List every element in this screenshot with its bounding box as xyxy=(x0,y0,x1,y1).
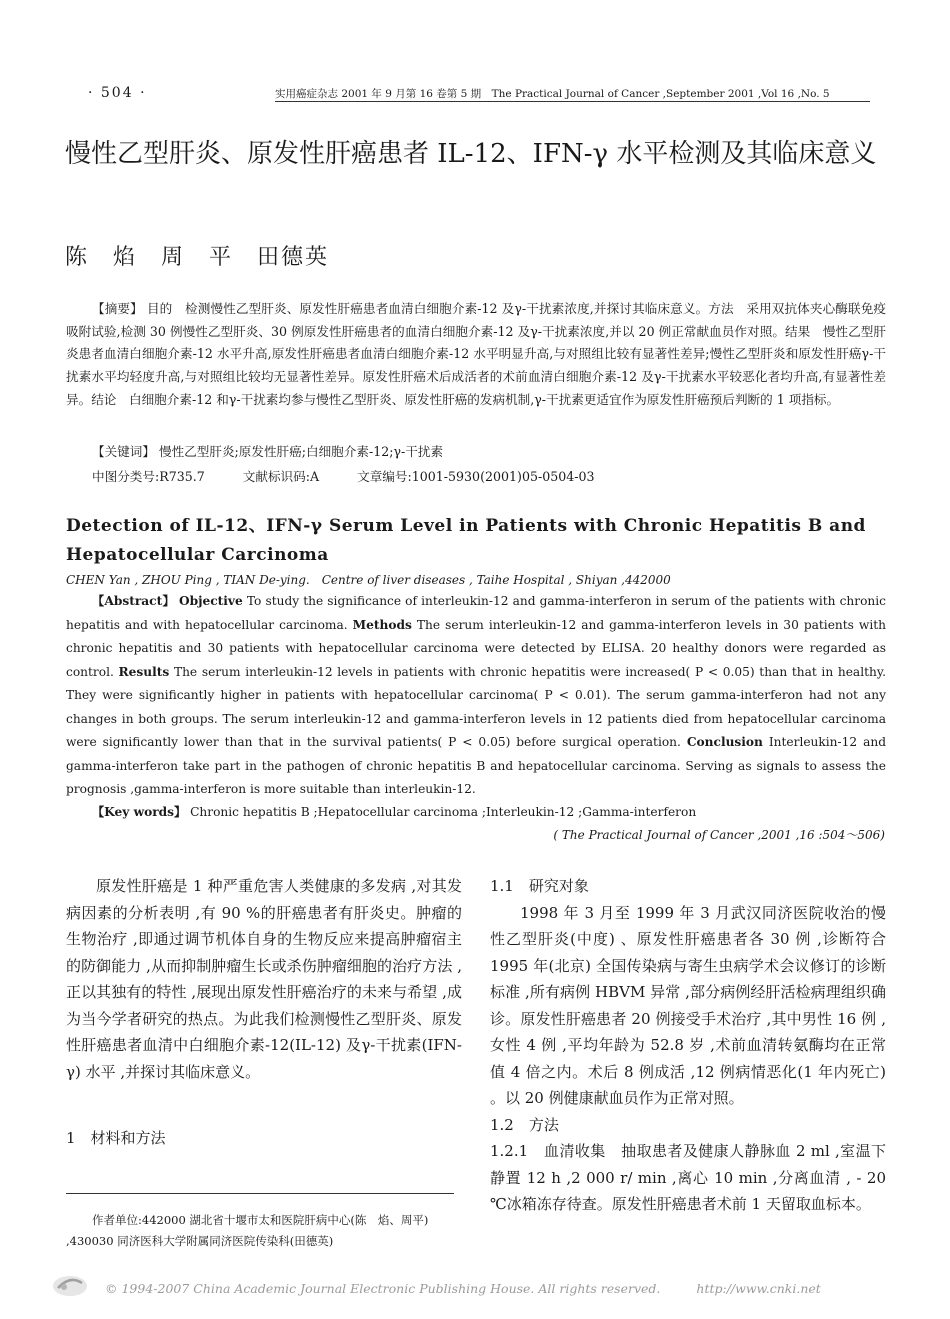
abstract-cn-label: 【摘要】 xyxy=(92,301,143,316)
subjects-paragraph: 1998 年 3 月至 1999 年 3 月武汉同济医院收治的慢性乙型肝炎(中度) 、原发性肝癌患者各 30 例 ,诊断符合 1995 年(北京) 全国传染病与寄生虫病学术会议修订的诊断标准 ,所有病例 HBVM 异常 ,部分病例经肝活检病理组织确诊。原发性肝癌患者 20 例接受手术治疗 ,其中男性 16 例 ,女性 4 例 ,平均年龄为 52.8 岁 ,术前血清转氨酶均在正常值 4 倍之内。术后 8 例成活 ,12 例病情恶化(1 年内死亡) 。以 20 例健康献血员作为正常对照。 xyxy=(490,903,886,1107)
section-heading-1-1: 1.1 研究对象 xyxy=(490,877,589,895)
cnki-url[interactable]: http://www.cnki.net xyxy=(696,1281,821,1296)
article-number: 文章编号:1001-5930(2001)05-0504-03 xyxy=(357,469,595,484)
authors-cn: 陈 焰 周 平 田德英 xyxy=(65,245,330,270)
keywords-cn xyxy=(92,441,443,460)
running-head: 实用癌症杂志 2001 年 9 月第 16 卷第 5 期 The Practical Journal of Cancer ,September 2001 ,Vol 16 ,No. 5 xyxy=(275,88,830,100)
body-right-column xyxy=(490,873,886,1218)
conclusion-label: Conclusion xyxy=(686,735,763,749)
abstract-cn-text: 目的 检测慢性乙型肝炎、原发性肝癌患者血清白细胞介素-12 及γ-干扰素浓度,并探讨其临床意义。方法 采用双抗体夹心酶联免疫吸附试验,检测 30 例慢性乙型肝炎、30 例原发性肝癌患者的血清白细胞介素-12 及γ-干扰素浓度,并以 20 例正常献血员作对照。结果 慢性乙型肝炎患者血清白细胞介素-12 水平升高,原发性肝癌患者血清白细胞介素-12 水平明显升高,与对照组比较有显著性差异;慢性乙型肝炎和原发性肝癌γ-干扰素水平均轻度升高,与对照组比较均无显著性差异。原发性肝癌术后成活者的术前血清白细胞介素-12 及γ-干扰素水平较恶化者均升高,有显著性差异。结论 白细胞介素-12 和γ-干扰素均参与慢性乙型肝炎、原发性肝癌的发病机制,γ-干扰素更适宜作为原发性肝癌预后判断的 1 项指标。 xyxy=(66,301,887,407)
footnote-rule xyxy=(66,1193,454,1194)
section-heading-1: 1 材料和方法 xyxy=(66,1129,166,1147)
article-title-en: Detection of IL-12、IFN-γ Serum Level in Patients with Chronic Hepatitis B and Hepatocellular Carcinoma xyxy=(66,516,866,565)
classification-line xyxy=(92,466,629,485)
section-heading-1-2: 1.2 方法 xyxy=(490,1115,559,1134)
page-number: · 504 · xyxy=(88,85,147,101)
results-text: The serum interleukin-12 levels in patients with chronic hepatitis were increased( P < 0.05) than that in healthy. They were significantly higher in patients with hepatocellular carcinoma( P < 0.01). The serum gamma-interferon had not any changes in both groups. The serum interleukin-12 and gamma-interferon levels in 12 patients died from hepatocellular carcinoma were significantly lower than that in the survival patients( P < 0.05) before surgical operation. xyxy=(66,664,886,749)
abstract-en xyxy=(66,590,886,802)
keywords-cn-text: 慢性乙型肝炎;原发性肝癌;白细胞介素-12;γ-干扰素 xyxy=(154,444,444,459)
abstract-en-label: 【Abstract】 xyxy=(92,594,175,608)
doc-code: 文献标识码:A xyxy=(242,469,320,484)
header-rule xyxy=(275,101,870,102)
objective-label: Objective xyxy=(178,594,243,608)
citation: ( The Practical Journal of Cancer ,2001 ,16 :504～506) xyxy=(553,828,885,842)
body-left-column xyxy=(66,873,462,1085)
abstract-cn xyxy=(66,298,886,412)
intro-paragraph: 原发性肝癌是 1 种严重危害人类健康的多发病 ,对其发病因素的分析表明 ,有 90 %的肝癌患者有肝炎史。肿瘤的生物治疗 ,即通过调节机体自身的生物反应来提高肿瘤宿主的防御能力 ,从而抑制肿瘤生长或杀伤肿瘤细胞的治疗方法 ,正以其独有的特性 ,展现出原发性肝癌治疗的未来与希望 ,成为当今学者研究的热点。为此我们检测慢性乙型肝炎、原发性肝癌患者血清中白细胞介素-12(IL-12) 及γ-干扰素(IFN-γ) 水平 ,并探讨其临床意义。 xyxy=(66,877,462,1081)
serum-collection-paragraph: 1.2.1 血清收集 抽取患者及健康人静脉血 2 ml ,室温下静置 12 h ,2 000 r/ min ,离心 10 min ,分离血清 , - 20 ℃冰箱冻存待查。原发性肝癌患者术前 1 天留取血标本。 xyxy=(490,1142,886,1213)
copyright-line xyxy=(105,1281,857,1296)
clc-number: 中图分类号:R735.7 xyxy=(92,469,205,484)
keywords-en-text: Chronic hepatitis B ;Hepatocellular carcinoma ;Interleukin-12 ;Gamma-interferon xyxy=(186,805,697,819)
author-affiliation-footnote: 作者单位:442000 湖北省十堰市太和医院肝病中心(陈 焰、周平) ,430030 同济医科大学附属同济医院传染科(田德英) xyxy=(66,1213,429,1248)
methods-label: Methods xyxy=(352,617,412,632)
cnki-logo-icon xyxy=(50,1273,90,1299)
methods-text: The serum interleukin-12 and gamma-interferon levels in 30 patients with chronic hepatitis and 30 patients with hepatocellular carcinoma were detected by ELISA. 20 healthy donors were regarded as control. xyxy=(66,617,887,679)
conclusion-text: Interleukin-12 and gamma-interferon take part in the pathogen of chronic hepatitis B and hepatocellular carcinoma. Serving as signals to assess the prognosis ,gamma-interferon is more suitable than interleukin-12. xyxy=(66,735,886,796)
copyright-text: © 1994-2007 China Academic Journal Electronic Publishing House. All rights reserved. xyxy=(105,1281,661,1296)
authors-en: CHEN Yan , ZHOU Ping , TIAN De-ying. Centre of liver diseases , Taihe Hospital , Shiyan ,442000 xyxy=(66,573,671,587)
results-label: Results xyxy=(118,664,170,679)
objective-text: To study the significance of interleukin-12 and gamma-interferon in serum of the patients with chronic hepatitis and with hepatocellular carcinoma. xyxy=(66,594,887,632)
article-title-cn: 慢性乙型肝炎、原发性肝癌患者 IL-12、IFN-γ 水平检测及其临床意义 xyxy=(65,139,877,169)
keywords-cn-label: 【关键词】 xyxy=(92,444,155,459)
keywords-en-label: 【Key words】 xyxy=(92,805,187,819)
keywords-en xyxy=(92,803,696,820)
